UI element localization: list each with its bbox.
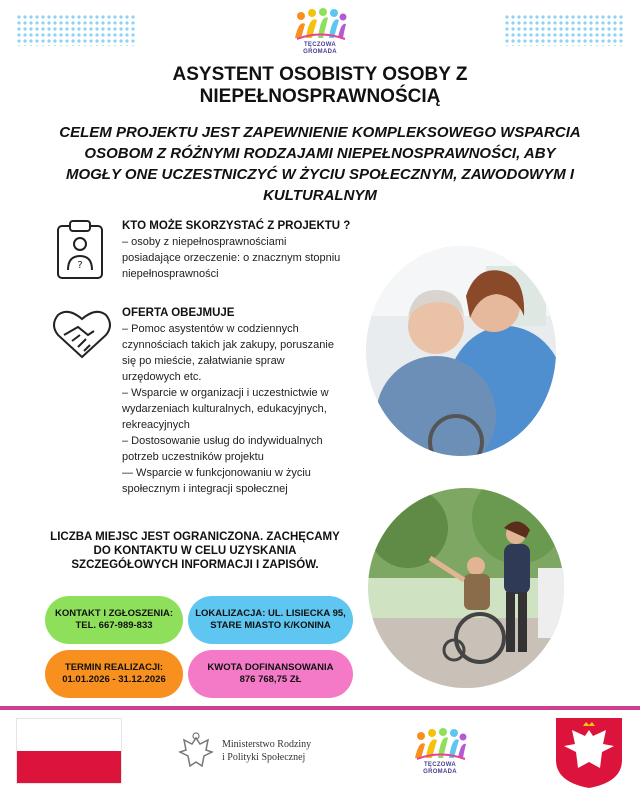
- location-city: STARE MIASTO K/KONINA: [210, 620, 331, 631]
- bottom-logo-text-line2: GROMADA: [423, 769, 457, 775]
- photo-elderly-woman-with-caregiver: [366, 246, 556, 456]
- rainbow-people-icon: [293, 8, 347, 42]
- photo-wheelchair-walk: [368, 488, 564, 688]
- who-line: – osoby z niepełnosprawnościami: [122, 236, 287, 248]
- funding-pill: [188, 650, 353, 698]
- page-title: [0, 64, 640, 108]
- offer-line: urzędowych etc.: [122, 371, 202, 383]
- funding-amount: 876 768,75 ZŁ: [239, 674, 302, 685]
- location-label: LOKALIZACJA: UL. LISIECKA 95,: [195, 608, 346, 619]
- offer-line: czynnościach takich jak zakupy, poruszanie: [122, 339, 334, 351]
- ministry-logo: [178, 732, 338, 772]
- polish-flag: [16, 718, 122, 784]
- title-line2: NIEPEŁNOSPRAWNOŚCIĄ: [199, 86, 441, 107]
- who-line: posiadające orzeczenie: o znacznym stopniu: [122, 252, 341, 264]
- footer-divider: [0, 706, 640, 710]
- subtitle-line2: OSOBOM Z RÓŻNYMI RODZAJAMI NIEPEŁNOSPRAWNOŚCI, ABY: [84, 145, 556, 162]
- term-label: TERMIN REALIZACJI:: [64, 662, 164, 673]
- offer-section: [50, 305, 370, 497]
- bottom-logo: [406, 728, 474, 788]
- notice-line1: LICZBA MIEJSC JEST OGRANICZONA. ZACHĘCAMY: [50, 531, 340, 543]
- clipboard-person-icon: [50, 218, 114, 282]
- top-logo: [278, 8, 362, 66]
- offer-line: się po mieście, załatwianie spraw: [122, 355, 285, 367]
- ministry-name-line1: Ministerstwo Rodziny: [222, 739, 312, 750]
- offer-line: wydarzeniach kulturalnych, edukacyjnych,: [122, 403, 327, 415]
- notice-line3: SZCZEGÓŁOWYCH INFORMACJI I ZAPISÓW.: [71, 559, 319, 571]
- who-heading: KTO MOŻE SKORZYSTAĆ Z PROJEKTU ?: [122, 220, 351, 232]
- who-section: [50, 218, 370, 282]
- bottom-logo-text-line1: TĘCZOWA: [423, 762, 457, 768]
- who-line: niepełnosprawności: [122, 268, 219, 280]
- title-line1: ASYSTENT OSOBISTY OSOBY Z: [172, 64, 468, 85]
- logo-text-line1: TĘCZOWA: [303, 42, 337, 48]
- location-pill: [188, 596, 353, 644]
- contact-phone: TEL. 667-989-833: [75, 620, 153, 631]
- term-pill: [45, 650, 183, 698]
- notice-line2: DO KONTAKTU W CELU UZYSKANIA: [93, 545, 297, 557]
- rainbow-people-icon: [413, 728, 467, 762]
- limited-places-notice: [30, 530, 360, 572]
- offer-line: – Wsparcie w organizacji i uczestnictwie w: [122, 387, 329, 399]
- offer-line: rekreacyjnych: [122, 419, 190, 431]
- project-goal: [20, 122, 620, 206]
- offer-line: potrzeb uczestników projektu: [122, 451, 264, 463]
- polish-coat-of-arms: [552, 716, 626, 790]
- subtitle-line3: MOGŁY ONE UCZESTNICZYĆ W ŻYCIU SPOŁECZNYM, ZAWODOWYM I: [65, 166, 575, 183]
- handshake-heart-icon: [50, 305, 114, 369]
- eagle-icon: [178, 732, 214, 772]
- logo-text-line2: GROMADA: [303, 49, 337, 55]
- decorative-dots-right: [504, 14, 624, 46]
- ministry-name: [222, 738, 311, 764]
- svg-text:?: ?: [77, 260, 83, 271]
- offer-line: – Pomoc asystentów w codziennych: [122, 323, 299, 335]
- contact-pill: [45, 596, 183, 644]
- offer-line: — Wsparcie w funkcjonowaniu w życiu: [122, 467, 311, 479]
- decorative-dots-left: [16, 14, 136, 46]
- term-dates: 01.01.2026 - 31.12.2026: [62, 674, 166, 685]
- offer-line: społecznym i integracji społecznej: [122, 483, 288, 495]
- contact-label: KONTAKT I ZGŁOSZENIA:: [54, 608, 174, 619]
- funding-label: KWOTA DOFINANSOWANIA: [207, 662, 334, 673]
- subtitle-line1: CELEM PROJEKTU JEST ZAPEWNIENIE KOMPLEKSOWEGO WSPARCIA: [59, 124, 581, 141]
- subtitle-line4: KULTURALNYM: [263, 187, 377, 204]
- ministry-name-line2: i Polityki Społecznej: [222, 752, 306, 763]
- offer-line: – Dostosowanie usług do indywidualnych: [122, 435, 323, 447]
- offer-heading: OFERTA OBEJMUJE: [122, 307, 235, 319]
